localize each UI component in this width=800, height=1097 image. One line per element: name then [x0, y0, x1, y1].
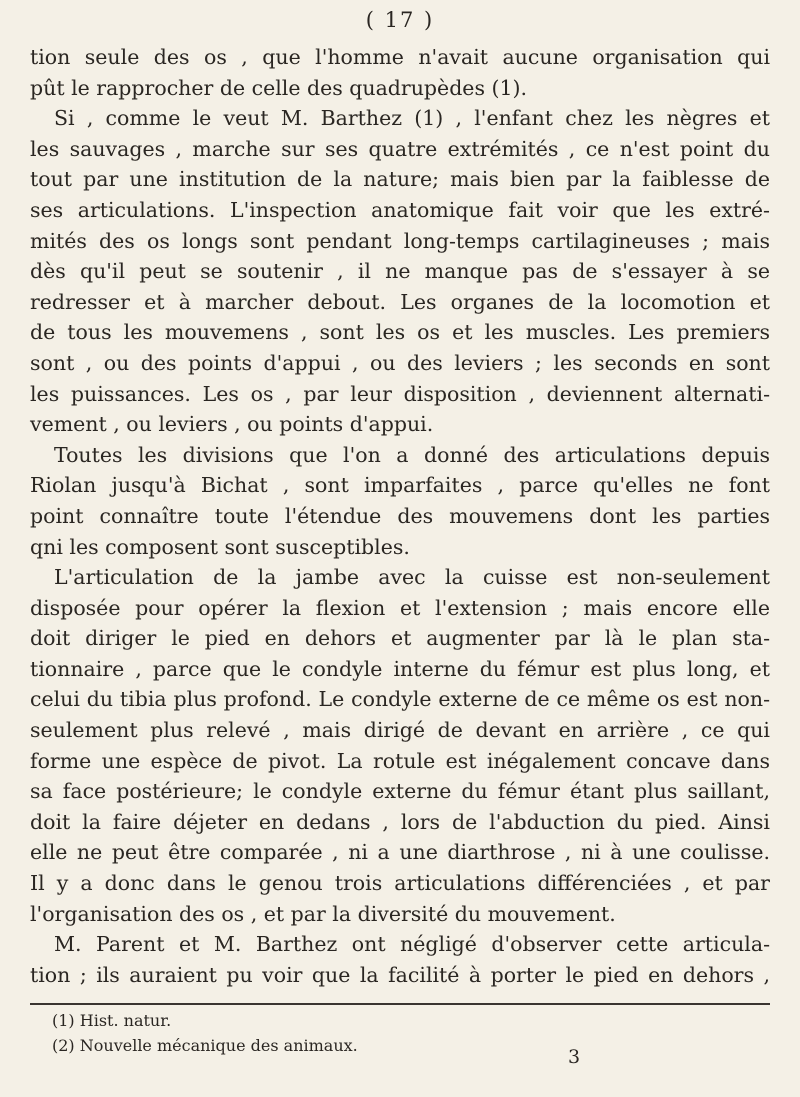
text-line: l'organisation des os , et par la diversité du mouvement.: [30, 901, 616, 926]
footnote: (2) Nouvelle mécanique des animaux.: [52, 1036, 358, 1055]
text-line: disposée pour opérer la flexion et l'extension ; mais encore elle: [30, 595, 770, 620]
text-line: point connaître toute l'étendue des mouvemens dont les parties: [30, 503, 770, 528]
footnote: (1) Hist. natur.: [52, 1011, 172, 1030]
page-number: ( 17 ): [365, 8, 435, 32]
text-line: tion ; ils auraient pu voir que la facilité à porter le pied en dehors ,: [30, 962, 770, 987]
text-line: qni les composent sont susceptibles.: [30, 534, 410, 559]
text-line: L'articulation de la jambe avec la cuisse est non-seulement: [54, 565, 770, 590]
text-line: doit la faire déjeter en dedans , lors de l'abduction du pied. Ainsi: [30, 809, 770, 834]
footnote-divider: [30, 1003, 770, 1005]
text-line: Si , comme le veut M. Barthez (1) , l'enfant chez les nègres et: [54, 106, 770, 131]
body-text: [30, 42, 770, 990]
signature-mark: 3: [568, 1046, 581, 1068]
text-line: doit diriger le pied en dehors et augmenter par là le plan sta-: [30, 626, 770, 651]
text-line: Riolan jusqu'à Bichat , sont imparfaites , parce qu'elles ne font: [30, 473, 770, 498]
text-line: tion seule des os , que l'homme n'avait aucune organisation qui: [30, 45, 770, 69]
text-line: seulement plus relevé , mais dirigé de devant en arrière , ce qui: [30, 718, 770, 743]
text-line: mités des os longs sont pendant long-temps cartilagineuses ; mais: [30, 228, 770, 253]
text-line: elle ne peut être comparée , ni a une diarthrose , ni à une coulisse.: [30, 840, 770, 865]
text-line: redresser et à marcher debout. Les organes de la locomotion et: [30, 289, 770, 314]
text-line: celui du tibia plus profond. Le condyle externe de ce même os est non-: [30, 687, 770, 712]
text-line: les puissances. Les os , par leur disposition , deviennent alternati-: [30, 381, 770, 406]
text-line: M. Parent et M. Barthez ont négligé d'observer cette articula-: [54, 932, 770, 957]
text-line: Toutes les divisions que l'on a donné des articulations depuis: [54, 442, 770, 467]
text-line: ses articulations. L'inspection anatomique fait voir que les extré-: [30, 197, 770, 222]
text-line: de tous les mouvemens , sont les os et les muscles. Les premiers: [30, 320, 770, 345]
text-line: vement , ou leviers , ou points d'appui.: [30, 412, 434, 437]
text-line: tout par une institution de la nature; mais bien par la faiblesse de: [30, 167, 770, 192]
text-line: forme une espèce de pivot. La rotule est inégalement concave dans: [30, 748, 770, 773]
text-line: tionnaire , parce que le condyle interne du fémur est plus long, et: [30, 656, 770, 681]
text-line: Il y a donc dans le genou trois articulations différenciées , et par: [30, 871, 770, 896]
text-line: sont , ou des points d'appui , ou des leviers ; les seconds en sont: [30, 350, 770, 375]
text-line: sa face postérieure; le condyle externe du fémur étant plus saillant,: [30, 779, 770, 804]
text-line: pût le rapprocher de celle des quadrupèdes (1).: [30, 75, 528, 100]
footnotes: [52, 1008, 358, 1058]
text-line: les sauvages , marche sur ses quatre extrémités , ce n'est point du: [30, 136, 770, 161]
text-line: dès qu'il peut se soutenir , il ne manque pas de s'essayer à se: [30, 259, 770, 284]
